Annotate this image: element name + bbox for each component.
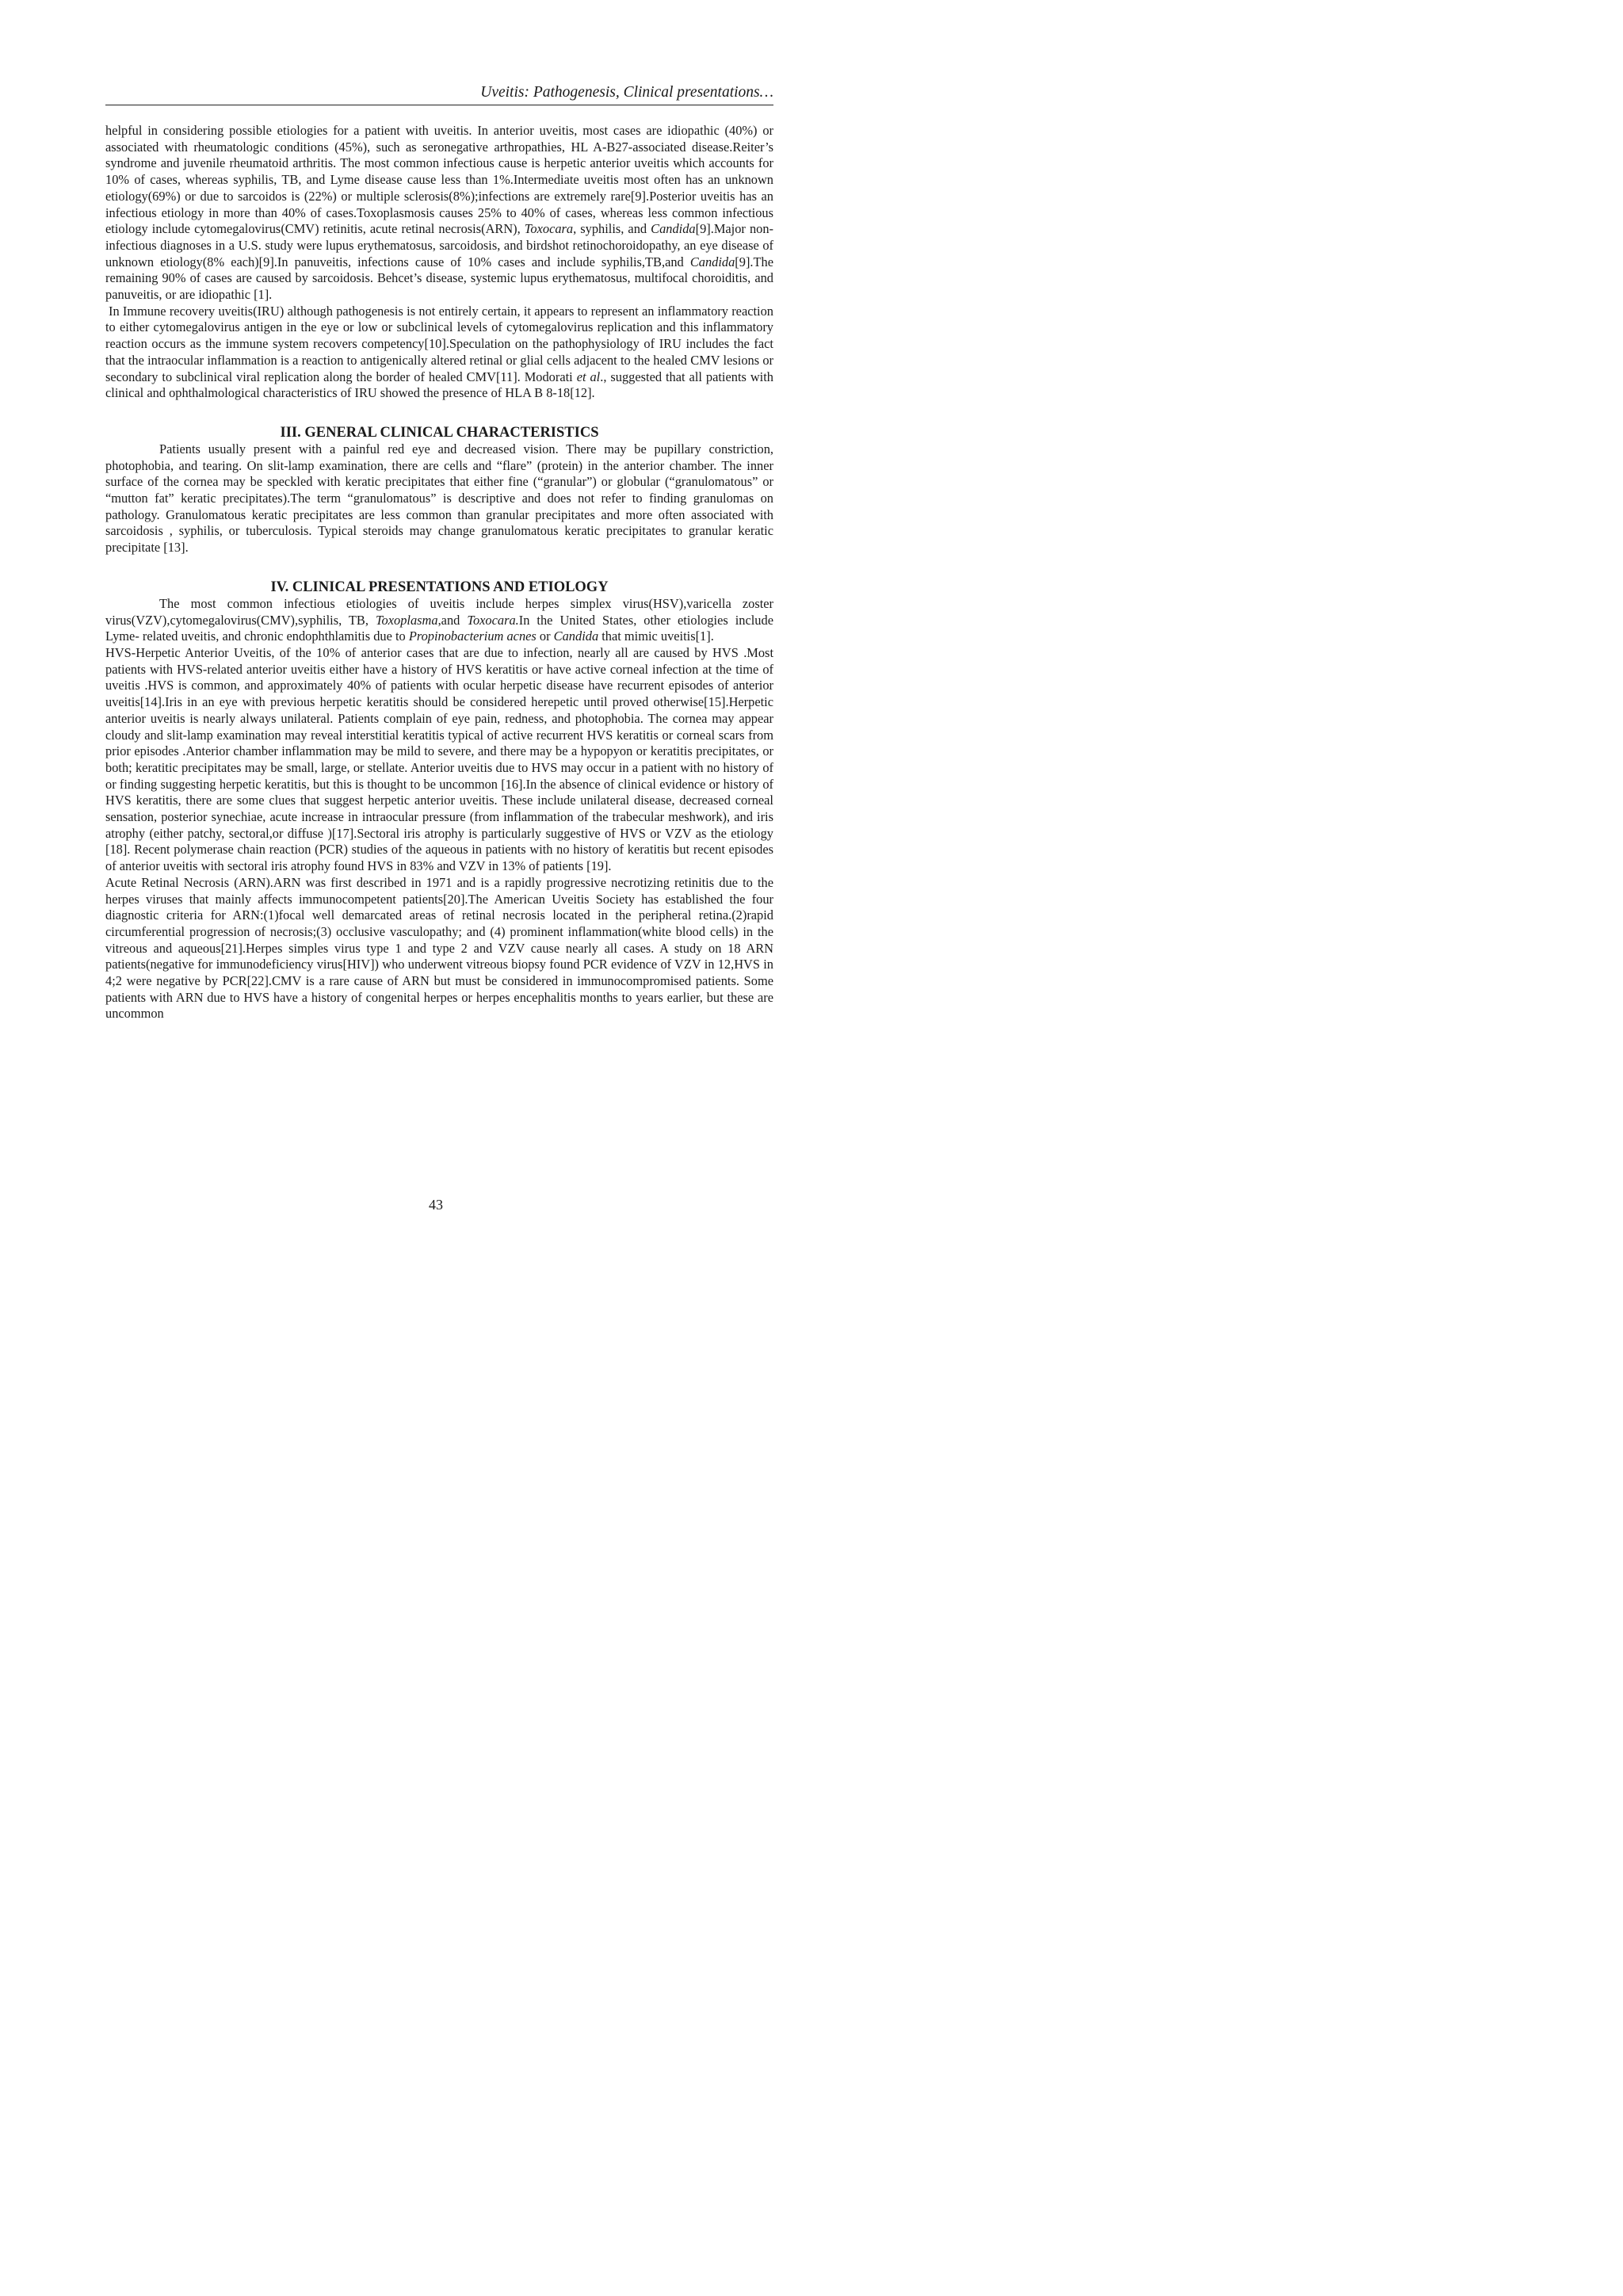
text-run: In the United States, other etiologies include Lyme- related uveitis, and chronic endophthlamitis due to xyxy=(105,612,773,644)
section3-paragraph-1 xyxy=(105,441,773,556)
section4-paragraph-hsv xyxy=(105,645,773,875)
italic-term: Candida xyxy=(651,221,696,237)
text-run: ,and xyxy=(437,612,468,628)
section-heading-clinical-presentations: IV. CLINICAL PRESENTATIONS AND ETIOLOGY xyxy=(270,579,609,595)
text-run: helpful in considering possible etiologies for a patient with uveitis. In anterior uveitis, most cases are idiopathic (40%) or associated with rheumatologic conditions (45%), such as seronegative arthropathies, HL A-B27-associated disease.Reiter’s syndrome and juvenile rheumatoid arthritis. The most common infectious cause is herpetic anterior uveitis which accounts for 10% of cases, whereas syphilis, TB, and Lyme disease cause less than 1%.Intermediate uveitis most often has an unknown etiology(69%) or due to sarcoidos is (22%) or multiple sclerosis(8%);infections are extremely rare[9].Posterior uveitis has an infectious etiology in more than 40% of cases.Toxoplasmosis causes 25% to 40% of cases, whereas less common infectious etiology include cytomegalovirus(CMV) retinitis, acute retinal necrosis(ARN), xyxy=(105,123,773,237)
section4-paragraph-1 xyxy=(105,596,773,645)
page-number: 43 xyxy=(429,1197,443,1213)
italic-term: Candida xyxy=(689,254,735,269)
italic-term: Candida xyxy=(553,628,599,644)
text-run: ., suggested that all patients with clinical and ophthalmological characteristics of IRU showed the presence of HLA B 8-18[12]. xyxy=(105,369,773,401)
italic-term: Toxoplasma xyxy=(375,612,438,628)
section4-paragraph-arn xyxy=(105,875,773,1022)
italic-term: Propinobacterium acnes xyxy=(408,628,537,644)
italic-term: Toxocara. xyxy=(467,612,519,628)
text-run: HVS-Herpetic Anterior Uveitis, of the 10% of anterior cases that are due to infection, nearly all are caused by HVS .Most patients with HVS-related anterior uveitis either have a history of HVS keratitis or have active corneal infection at the time of uveitis .HVS is common, and approximately 40% of patients with ocular herpetic disease have recurrent episodes of anterior uveitis[14].Iris in an eye with previous herpetic keratitis should be considered herepetic until proved otherwise[15].Herpetic anterior uveitis is nearly always unilateral. Patients complain of eye pain, redness, and photophobia. The cornea may appear cloudy and slit-lamp examination may reveal interstitial keratitis typical of active recurrent HVS keratitis or corneal scars from prior episodes .Anterior chamber inflammation may be mild to severe, and there may be a hypopyon or keratitis precipitates, or both; keratitic precipitates may be small, large, or stellate. Anterior uveitis due to HVS may occur in a patient with no history of or finding suggesting herpetic keratitis, but this is thought to be uncommon [16].In the absence of clinical evidence or history of HVS keratitis, there are some clues that suggest herpetic anterior uveitis. These include unilateral disease, decreased corneal sensation, posterior synechiae, acute increase in intraocular pressure (from inflammation of the trabecular meshwork), and iris atrophy (either patchy, sectoral,or diffuse )[17].Sectoral iris atrophy is particularly suggestive of HVS or VZV as the etiology [18]. Recent polymerase chain reaction (PCR) studies of the aqueous in patients with no history of keratitis but recent episodes of anterior uveitis with sectoral iris atrophy found HVS in 83% and VZV in 13% of patients [19]. xyxy=(105,644,773,874)
text-run: , syphilis, and xyxy=(573,221,651,237)
text-run: Patients usually present with a painful red eye and decreased vision. There may be pupillary constriction, photophobia, and tearing. On slit-lamp examination, there are cells and “flare” (protein) in the anterior chamber. The inner surface of the cornea may be speckled with keratic precipitates that either fine (“granular”) or globular (“granulomatous” or “mutton fat” keratic precipitates).The term “granulomatous” is descriptive and does not refer to finding granulomas on pathology. Granulomatous keratic precipitates are less common than granular precipitates and more often associated with sarcoidosis , syphilis, or tuberculosis. Typical steroids may change granulomatous keratic precipitates to granular keratic precipitate [13]. xyxy=(105,441,773,556)
text-run: The most common infectious etiologies of uveitis include herpes simplex virus(HSV),varicella zoster virus(VZV),cytomegalovirus(CMV),syphilis, TB, xyxy=(105,595,773,628)
text-run: In Immune recovery uveitis(IRU) although pathogenesis is not entirely certain, it appears to represent an inflammatory reaction to either cytomegalovirus antigen in the eye or low or subclinical levels of cytomegalovirus replication and this inflammatory reaction occurs as the immune system recovers competency[10].Speculation on the pathophysiology of IRU includes the fact that the intraocular inflammation is a reaction to antigenically altered retinal or glial cells adjacent to the healed CMV lesions or secondary to subclinical viral replication along the border of healed CMV[11]. Modorati xyxy=(105,303,773,384)
section-heading-general-clinical-characteristics: III. GENERAL CLINICAL CHARACTERISTICS xyxy=(280,424,599,441)
text-run: [9].Major non-infectious diagnoses in a U.S. study were lupus erythematosus, sarcoidosis, and birdshot retinochoroidopathy, an eye disease of unknown etiology(8% each)[9].In panuveitis, infections cause of 10% cases and include syphilis,TB,and xyxy=(105,221,773,269)
running-header: Uveitis: Pathogenesis, Clinical presentations… xyxy=(105,82,773,105)
italic-term: et al xyxy=(576,369,601,384)
intro-paragraph-1 xyxy=(105,123,773,304)
italic-term: Toxocara xyxy=(524,221,574,237)
page-content xyxy=(105,79,773,1022)
text-run: that mimic uveitis[1]. xyxy=(598,628,714,644)
text-run: Acute Retinal Necrosis (ARN).ARN was first described in 1971 and is a rapidly progressive necrotizing retinitis due to the herpes viruses that mainly affects immunocompetent patients[20].The American Uveitis Society has established the four diagnostic criteria for ARN:(1)focal well demarcated areas of retinal necrosis located in the peripheral retina.(2)rapid circumferential progression of necrosis;(3) occlusive vasculopathy; and (4) prominent inflammation(white blood cells) in the vitreous and aqueous[21].Herpes simples virus type 1 and type 2 and VZV cause nearly all cases. A study on 18 ARN patients(negative for immunodeficiency virus[HIV]) who underwent vitreous biopsy found PCR evidence of VZV in 12,HVS in 4;2 were negative by PCR[22].CMV is a rare cause of ARN but must be considered in immunocompromised patients. Some patients with ARN due to HVS have a history of congenital herpes or herpes encephalitis months to years earlier, but these are uncommon xyxy=(105,874,773,1022)
text-run: [9].The remaining 90% of cases are caused by sarcoidosis. Behcet’s disease, systemic lupus erythematosus, multifocal choroiditis, and panuveitis, or are idiopathic [1]. xyxy=(105,254,773,303)
text-run: or xyxy=(536,628,554,644)
intro-paragraph-2 xyxy=(105,304,773,402)
article-body xyxy=(105,123,773,1022)
